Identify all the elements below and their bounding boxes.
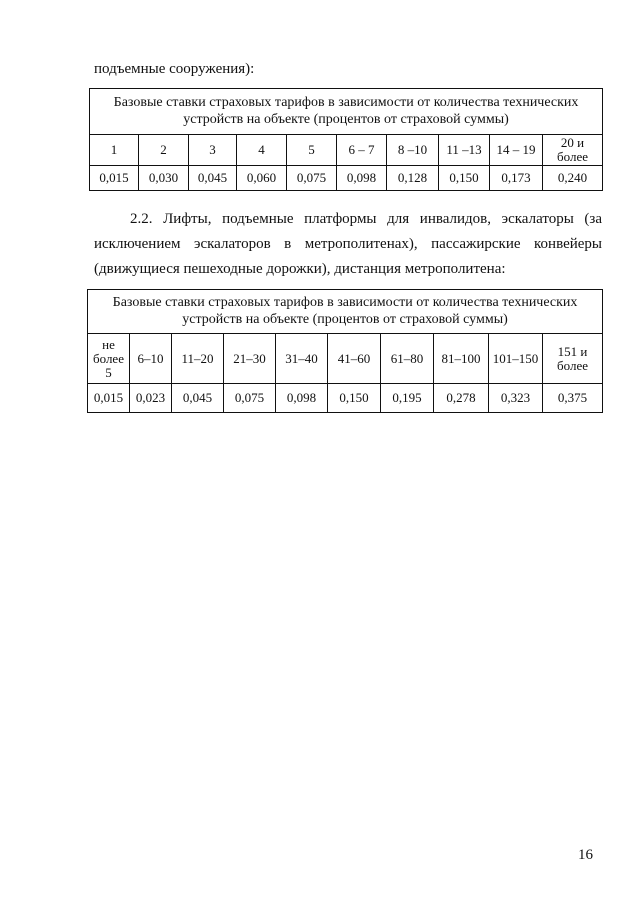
header-cell: 6 – 7 — [337, 135, 387, 166]
value-cell: 0,173 — [490, 166, 543, 191]
value-cell: 0,015 — [90, 166, 139, 191]
value-cell: 0,045 — [189, 166, 237, 191]
value-cell: 0,150 — [328, 384, 381, 413]
header-cell: 2 — [139, 135, 189, 166]
value-cell: 0,023 — [130, 384, 172, 413]
value-cell: 0,150 — [439, 166, 490, 191]
table-caption: Базовые ставки страховых тарифов в зависимости от количества технических устройств на объекте (процентов от страховой суммы) — [90, 89, 603, 135]
value-cell: 0,278 — [434, 384, 489, 413]
header-cell: не более 5 — [88, 334, 130, 384]
header-cell: 6–10 — [130, 334, 172, 384]
header-cell: 11 –13 — [439, 135, 490, 166]
value-cell: 0,240 — [543, 166, 603, 191]
tariff-table-lifts-escalators — [87, 289, 603, 413]
paragraph-2-2: 2.2. Лифты, подъемные платформы для инвалидов, эскалаторы (за исключением эскалаторов в метрополитенах), пассажирские конвейеры (движущиеся пешеходные дорожки), дистанция метрополитена: — [94, 211, 602, 277]
value-cell: 0,098 — [276, 384, 328, 413]
value-cell: 0,128 — [387, 166, 439, 191]
header-cell: 151 и более — [543, 334, 603, 384]
header-cell: 81–100 — [434, 334, 489, 384]
tariff-table-lifting-structures — [89, 88, 603, 191]
value-cell: 0,060 — [237, 166, 287, 191]
header-cell: 31–40 — [276, 334, 328, 384]
value-cell: 0,075 — [287, 166, 337, 191]
header-cell: 4 — [237, 135, 287, 166]
header-cell: 5 — [287, 135, 337, 166]
value-cell: 0,030 — [139, 166, 189, 191]
intro-line: подъемные сооружения): — [94, 61, 255, 77]
value-cell: 0,015 — [88, 384, 130, 413]
value-cell: 0,075 — [224, 384, 276, 413]
value-cell: 0,375 — [543, 384, 603, 413]
header-cell: 8 –10 — [387, 135, 439, 166]
value-cell: 0,323 — [489, 384, 543, 413]
value-cell: 0,045 — [172, 384, 224, 413]
header-cell: 14 – 19 — [490, 135, 543, 166]
header-cell: 3 — [189, 135, 237, 166]
header-cell: 11–20 — [172, 334, 224, 384]
header-cell: 1 — [90, 135, 139, 166]
header-cell: 61–80 — [381, 334, 434, 384]
header-cell: 41–60 — [328, 334, 381, 384]
header-cell: 21–30 — [224, 334, 276, 384]
header-cell: 101–150 — [489, 334, 543, 384]
table-caption: Базовые ставки страховых тарифов в зависимости от количества технических устройств на объекте (процентов от страховой суммы) — [88, 290, 603, 334]
page-number: 16 — [578, 847, 593, 863]
header-cell: 20 и более — [543, 135, 603, 166]
value-cell: 0,195 — [381, 384, 434, 413]
value-cell: 0,098 — [337, 166, 387, 191]
